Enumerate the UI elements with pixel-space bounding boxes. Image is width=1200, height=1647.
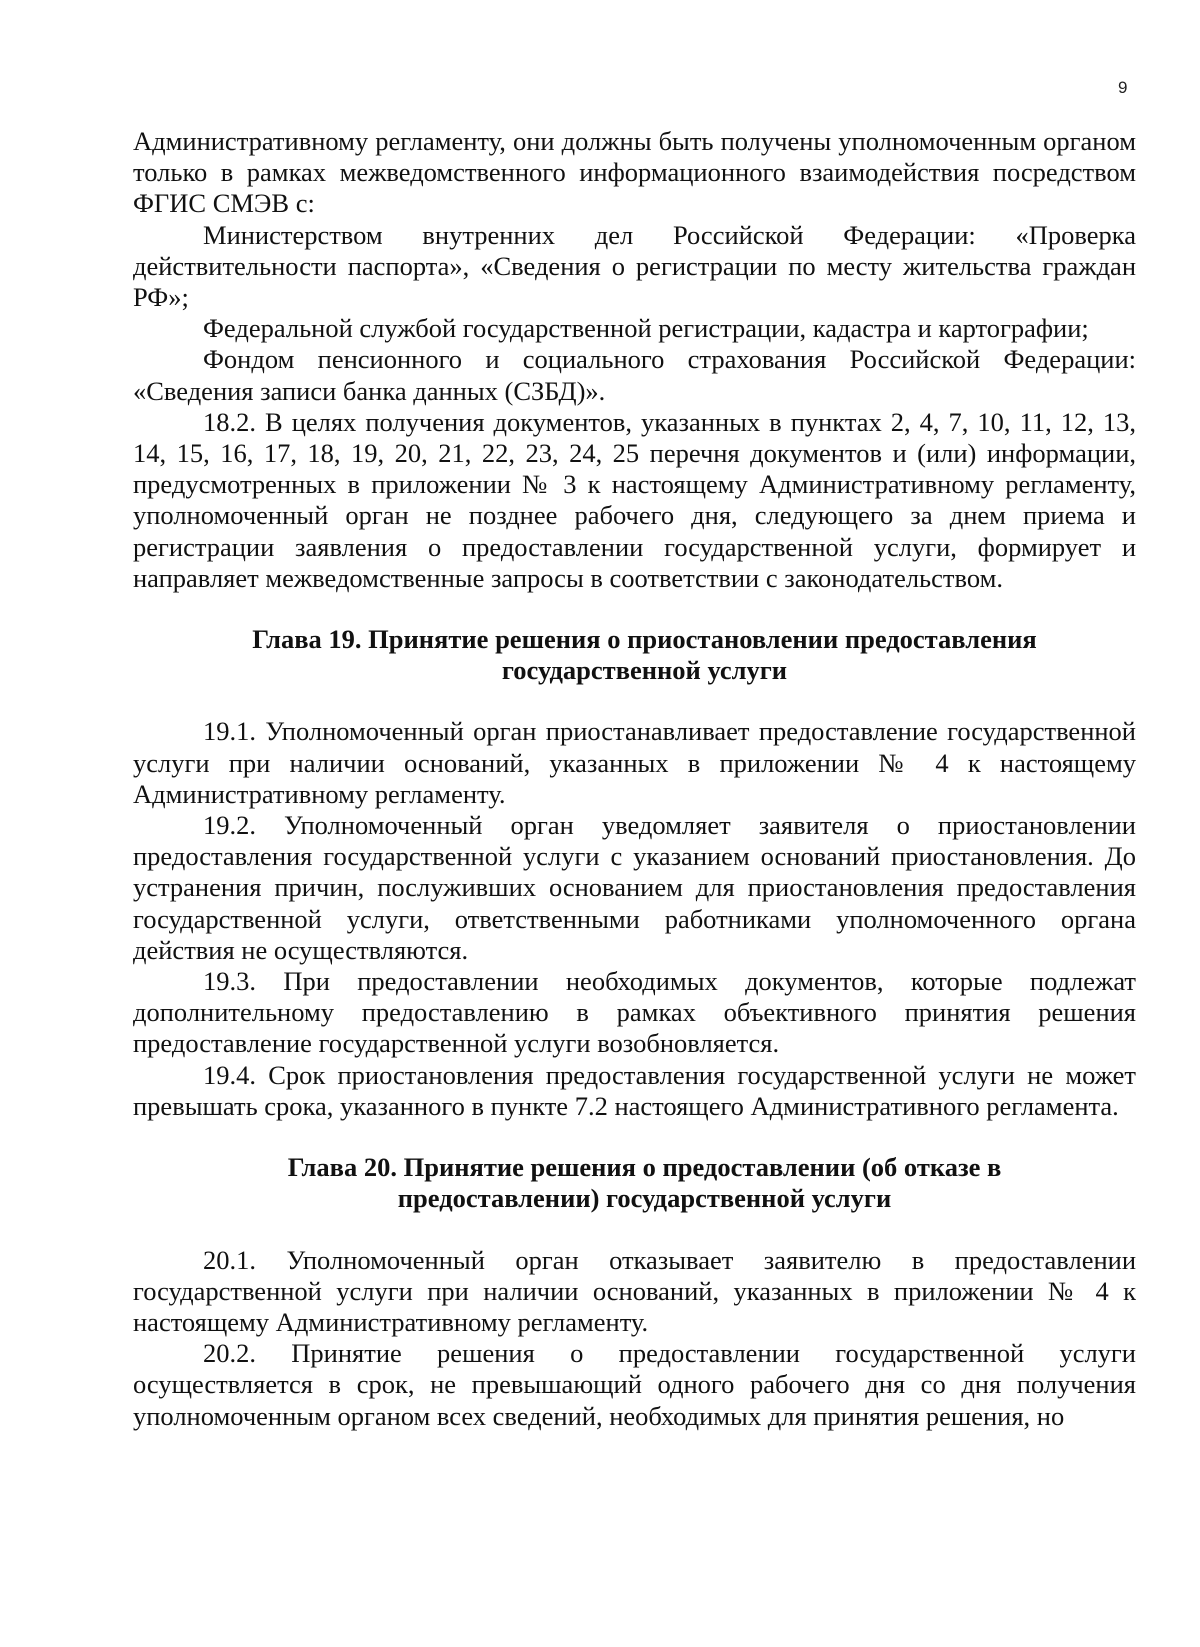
paragraph-18-2: 18.2. В целях получения документов, указанных в пунктах 2, 4, 7, 10, 11, 12, 13, 14, 15, 16, 17, 18, 19, 20, 21, 22, 23, 24, 25 перечня документов и (или) информации, предусмотренных в приложении № 3 к настоящему Административному регламенту, уполномоченный орган не позднее рабочего дня, следующего за днем приема и регистрации заявления о предоставлении государственной услуги, формирует и направляет межведомственные запросы в соответствии с законодательством.	[133, 406, 1136, 593]
paragraph-19-4: 19.4. Срок приостановления предоставления государственной услуги не может превышать срока, указанного в пункте 7.2 настоящего Административного регламента.	[133, 1059, 1136, 1121]
page-number: 9	[1118, 78, 1128, 97]
paragraph-20-1: 20.1. Уполномоченный орган отказывает заявителю в предоставлении государственной услуги при наличии оснований, указанных в приложении № 4 к настоящему Административному регламенту.	[133, 1244, 1136, 1337]
chapter-19-heading: Глава 19. Принятие решения о приостановлении предоставления государственной услуги	[252, 624, 1037, 686]
paragraph-20-2: 20.2. Принятие решения о предоставлении государственной услуги осуществляется в срок, не превышающий одного рабочего дня со дня получения уполномоченным органом всех сведений, необходимых для принятия решения, но	[133, 1338, 1136, 1431]
paragraph-continuation: Административному регламенту, они должны быть получены уполномоченным органом только в рамках межведомственного информационного взаимодействия посредством ФГИС СМЭВ с:	[133, 126, 1136, 219]
chapter-20-heading: Глава 20. Принятие решения о предоставлении (об отказе в предоставлении) государственной услуги	[287, 1152, 1002, 1214]
document-body	[133, 126, 1136, 1432]
paragraph-19-3: 19.3. При предоставлении необходимых документов, которые подлежат дополнительному предоставлению в рамках объективного принятия решения предоставление государственной услуги возобновляется.	[133, 966, 1136, 1059]
paragraph-19-2: 19.2. Уполномоченный орган уведомляет заявителя о приостановлении предоставления государственной услуги с указанием оснований приостановления. До устранения причин, послуживших основанием для приостановления предоставления государственной услуги, ответственными работниками уполномоченного органа действия не осуществляются.	[133, 810, 1136, 965]
paragraph-pension-fund: Фондом пенсионного и социального страхования Российской Федерации: «Сведения записи банка данных (СЗБД)».	[133, 344, 1136, 406]
paragraph-mvd: Министерством внутренних дел Российской Федерации: «Проверка действительности паспорта», «Сведения о регистрации по месту жительства граждан РФ»;	[133, 219, 1136, 313]
paragraph-rosreestr: Федеральной службой государственной регистрации, кадастра и картографии;	[203, 313, 1089, 344]
paragraph-19-1: 19.1. Уполномоченный орган приостанавливает предоставление государственной услуги при наличии оснований, указанных в приложении № 4 к настоящему Административному регламенту.	[133, 716, 1136, 809]
